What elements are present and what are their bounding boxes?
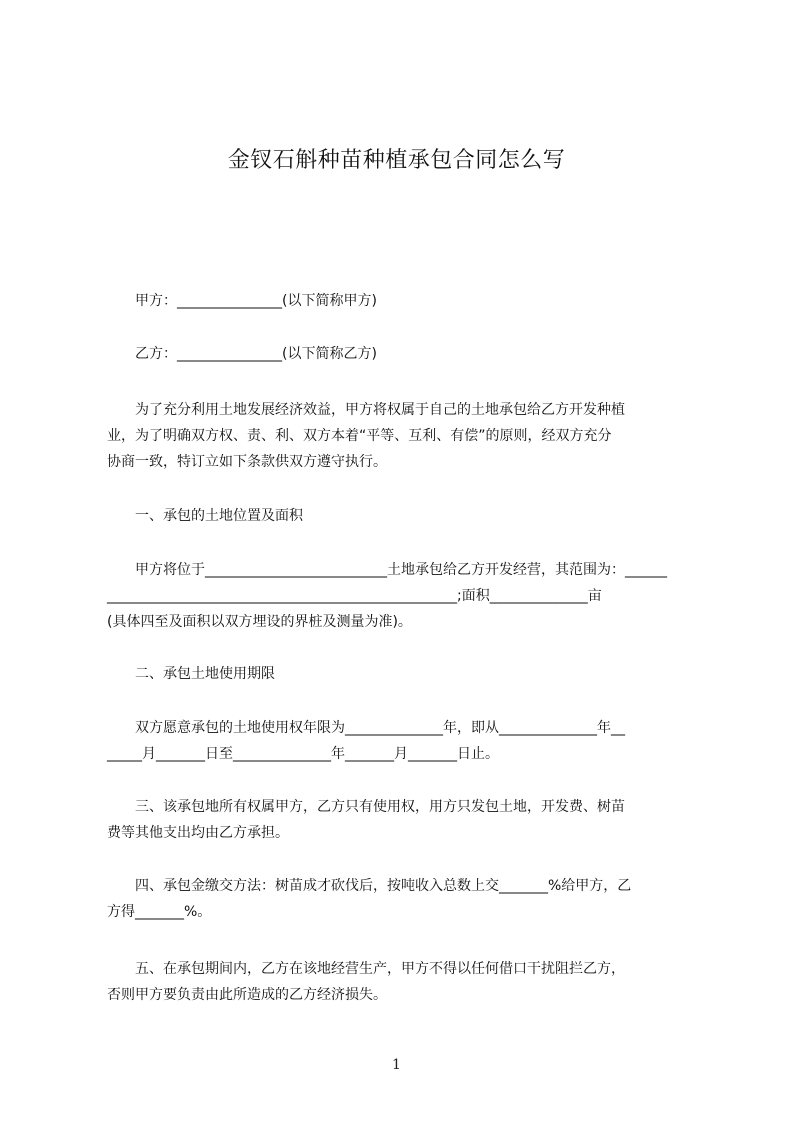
- party-b-line: 乙方：_______________(以下简称乙方): [135, 346, 377, 362]
- section-3-line-2: 费等其他支出均由乙方承担。: [107, 825, 289, 841]
- section-2-line-1: 双方愿意承包的土地使用权年限为______________年，即从______________年__: [135, 720, 625, 736]
- intro-line-1: 为了充分利用土地发展经济效益，甲方将权属于自己的土地承包给乙方开发种植: [135, 402, 625, 418]
- section-2-heading: 二、承包土地使用期限: [135, 666, 275, 682]
- section-5-line-1: 五、在承包期间内，乙方在该地经营生产，甲方不得以任何借口干扰阻拦乙方，: [135, 961, 625, 977]
- document-title: 金钗石斛种苗种植承包合同怎么写: [227, 148, 566, 173]
- section-1-paragraph: [107, 557, 701, 635]
- section-4-paragraph: [107, 873, 701, 925]
- section-2-paragraph: [107, 715, 701, 767]
- section-3-paragraph: [107, 794, 701, 846]
- section-5-line-2: 否则甲方要负责由此所造成的乙方经济损失。: [107, 987, 387, 1003]
- intro-paragraph: [107, 397, 701, 475]
- intro-line-2: 业，为了明确双方权、责、利、双方本着“平等、互利、有偿”的原则，经双方充分: [107, 428, 612, 444]
- intro-line-3: 协商一致，特订立如下条款供双方遵守执行。: [107, 454, 387, 470]
- section-1-line-3: (具体四至及面积以双方埋设的界桩及测量为准)。: [107, 614, 412, 630]
- section-1-line-1: 甲方将位于__________________________土地承包给乙方开发经营，其范围为：______: [135, 562, 667, 578]
- section-1-heading: 一、承包的土地位置及面积: [135, 508, 303, 524]
- section-3-line-1: 三、该承包地所有权属甲方，乙方只有使用权，用方只发包土地，开发费、树苗: [135, 799, 625, 815]
- section-5-paragraph: [107, 956, 701, 1008]
- section-4-line-2: 方得_______%。: [107, 904, 212, 920]
- party-a-line: 甲方：_______________(以下简称甲方): [135, 293, 377, 309]
- section-4-line-1: 四、承包金缴交方法：树苗成才砍伐后，按吨收入总数上交_______%给甲方，乙: [135, 878, 632, 894]
- section-2-line-2: _____月_______日至______________年_______月_______日止。: [107, 746, 499, 762]
- section-1-line-2: __________________________________________________;面积______________亩: [107, 588, 602, 604]
- page-number: 1: [392, 1057, 401, 1073]
